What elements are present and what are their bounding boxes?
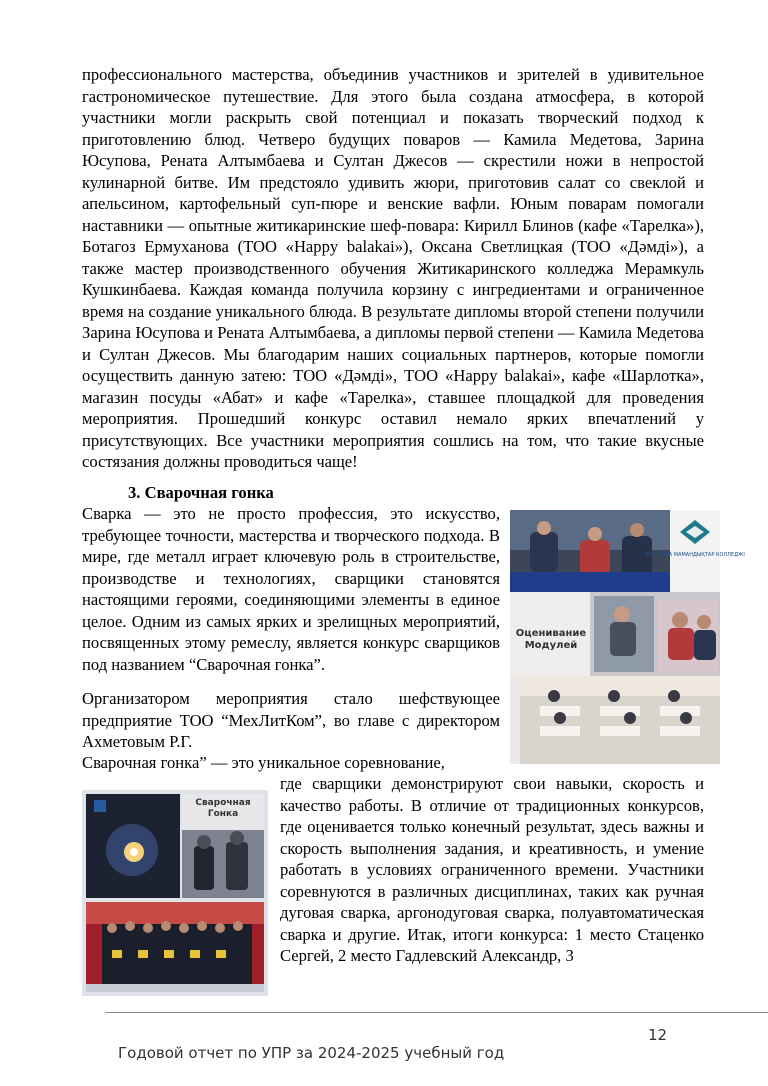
body-paragraph: Организатором мероприятия стало шефствующее предприятие ТОО “МехЛитКом”, во главе с директором Ахметовым Р.Г. (82, 689, 500, 751)
section-heading: 3. Сварочная гонка (128, 483, 274, 502)
photo-collage-welding-race (82, 790, 268, 996)
body-paragraph-start: Сварочная гонка” — это уникальное соревнование, (82, 753, 445, 772)
footer-divider (105, 1012, 768, 1013)
page-number: 12 (648, 1026, 668, 1044)
photo-caption: Сварочная Гонка (195, 798, 251, 819)
logo-text: ЖИТІҚАРА МАМАНДЫҚТАР КОЛЛЕДЖІ (645, 552, 745, 558)
body-paragraph: профессионального мастерства, объединив участников и зрителей в удивительное гастрономическое путешествие. Для этого была создана атмосфера, в которой участники могли раскрыть свой потенциал и показать творческий подход к приготовлению блюд. Четверо будущих поваров — Камила Медетова, Зарина Юсупова, Рената Алтымбаева и Султан Джесов — скрестили ножи в непростой кулинарной битве. Им предстояло удивить жюри, приготовив салат со свеклой и апельсином, картофельный суп-пюре и венские вафли. Юным поварам помогали наставники — опытные житикаринские шеф-повара: Кирилл Блинов (кафе «Тарелка»), Ботагоз Ермуханова (ТОО «Happy balakai»), Оксана Светлицкая (ТОО «Дәмді»), а также мастер производственного обучения Житикаринского колледжа Мерамкуль Кушкинбаева. Каждая команда получила корзину с ингредиентами и ограниченное время на создание уникального блюда. В результате дипломы второй степени получили Зарина Юсупова и Рената Алтымбаева, а дипломы первой степени — Камила Медетова и Султан Джесов. Мы благодарим наших социальных партнеров, которые помогли осуществить данную затею: ТОО «Дәмді», ТОО «Happy balakai», кафе «Шарлотка», магазин посуды «Абат» и кафе «Тарелка», ставшее площадкой для проведения мероприятия. Прошедший конкурс оставил немало ярких впечатлений у присутствующих. Все участники мероприятия сошлись на том, что такие вкусные состязания должны проводиться чаще! (82, 65, 704, 471)
body-paragraph: Сварка — это не просто профессия, это искусство, требующее точности, мастерства и творческого подхода. В мире, где металл играет ключевую роль в строительстве, производстве и технологиях, сварщики становятся настоящими героями, соединяющими элементы в единое целое. Одним из самых ярких и зрелищных мероприятий, посвященных этому ремеслу, является конкурс сварщиков под названием “Сварочная гонка”. (82, 504, 500, 674)
body-paragraph: где сварщики демонстрируют свои навыки, скорость и качество работы. В отличие от традиционных конкурсов, где оценивается только конечный результат, здесь важны и скорость выполнения задания, и креативность, и умение работать в условиях ограниченного времени. Участники соревнуются в различных дисциплинах, таких как ручная дуговая сварка, аргонодуговая сварка, полуавтоматическая сварка и другие. Итак, итоги конкурса: 1 место Стаценко Сергей, 2 место Гадлевский Александр, 3 (280, 774, 704, 965)
photo-collage-assessment (510, 510, 745, 764)
photo-caption: Оценивание Модулей (515, 628, 587, 651)
footer-text: Годовой отчет по УПР за 2024-2025 учебный год (118, 1044, 505, 1062)
